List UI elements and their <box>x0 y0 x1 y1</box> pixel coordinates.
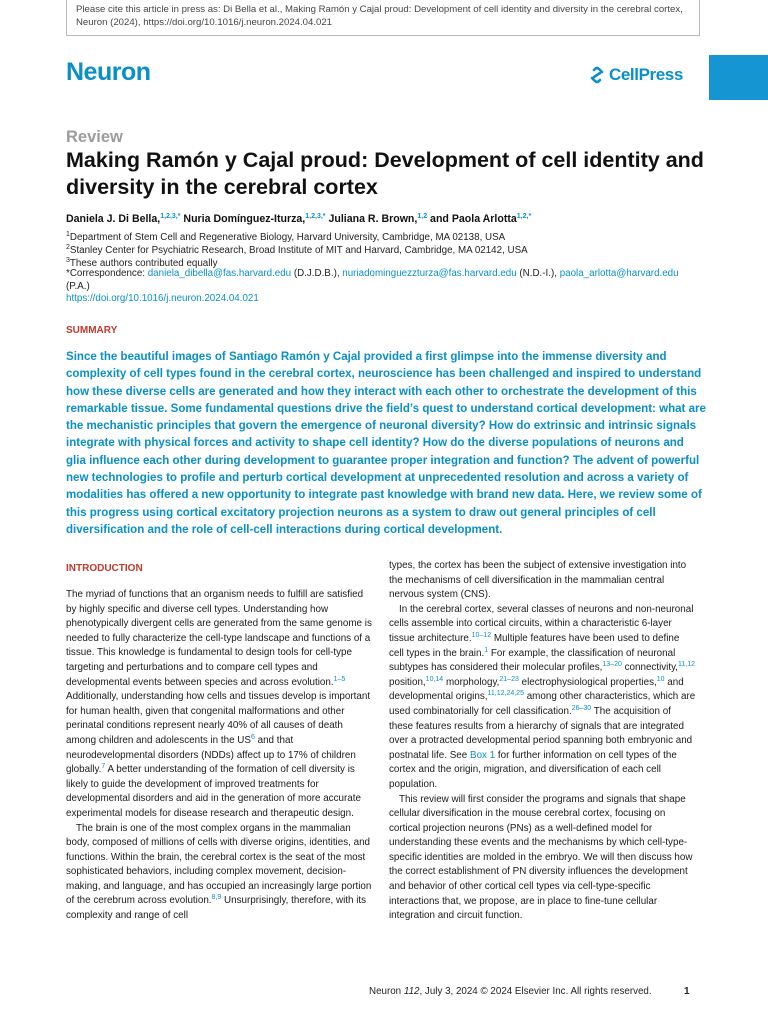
author-initials: (D.J.D.B.), <box>291 268 343 279</box>
author-list <box>66 213 706 225</box>
affiliation <box>66 244 726 257</box>
summary-heading: SUMMARY <box>66 325 118 336</box>
author-initials: (P.A.) <box>66 281 90 292</box>
box-link[interactable]: Box 1 <box>470 749 496 761</box>
citation-ref[interactable]: 8,9 <box>211 894 222 902</box>
article-type: Review <box>66 128 123 146</box>
text-run: morphology, <box>443 676 500 688</box>
email-link[interactable]: paola_arlotta@harvard.edu <box>559 268 679 279</box>
text-run: The myriad of functions that an organism needs to fulfill are satisfied by highly specific and diverse cell types. Understanding how phenotypically divergent cells are generated from the same genome is needed to fully characterize the cell-type landscape and functions of a tissue. This knowledge is fundamental to design tools for cell-type targeting and perturbations and to compare cell types and developmental events between species and across evolution. <box>66 589 372 688</box>
text-run: electrophysiological properties, <box>518 676 657 688</box>
citation-ref[interactable]: 13–20 <box>602 661 622 669</box>
page-footer <box>369 986 652 997</box>
doi-link[interactable]: https://doi.org/10.1016/j.neuron.2024.04.021 <box>66 293 259 304</box>
citation-notice: Please cite this article in press as: Di Bella et al., Making Ramón y Cajal proud: Development of cell identity and diversity in the cerebral cortex, Neuron (2024), https://doi.org/10.1016/j.neuron.2024.04.021 <box>66 0 700 36</box>
author-marks: 1,2,3,* <box>305 213 326 220</box>
citation-ref[interactable]: 7 <box>101 763 106 771</box>
summary-text: Since the beautiful images of Santiago Ramón y Cajal provided a first glimpse into the immense diversity and complexity of cell types found in the cerebral cortex, neuroscience has been challenged and inspired to understand how these diverse cells are generated and how they interact with each other to orchestrate the development of this remarkable tissue. Some fundamental questions drive the field’s quest to understand cortical development: what are the mechanistic principles that govern the emergence of neuronal diversity? How do extrinsic and intrinsic signals integrate with physical forces and activity to shape cell identity? How do the diverse populations of neurons and glia influence each other during development to guarantee proper integration and function? The advent of powerful new technologies to profile and perturb cortical development at unprecedented resolution and across a variety of modalities has offered a new opportunity to integrate past knowledge with brand new data. Here, we review some of this progress using cortical excitatory projection neurons as a system to draw out general principles of cell diversification and the role of cell-cell interactions during cortical development. <box>66 351 706 536</box>
journal-color-tab <box>709 55 768 100</box>
correspondence-mark: * <box>66 268 70 279</box>
journal-logo: Neuron <box>66 58 151 86</box>
text-run: Multiple features have been used to define cell types in the brain. <box>389 632 680 659</box>
left-column <box>66 588 373 924</box>
citation-ref[interactable]: 10,14 <box>425 675 444 683</box>
author-name: and Paola Arlotta <box>430 213 517 225</box>
text-run: among other characteristics, which are used combinatorially for cell classification. <box>389 691 696 717</box>
author-marks: 1,2 <box>417 213 428 220</box>
text-run: position, <box>389 676 426 688</box>
text-run: The acquisition of these features results from a hierarchy of signals that are integrated over a protracted developmental period spanning both embryonic and postnatal life. See <box>389 705 693 761</box>
author-name: Nuria Domínguez-Iturza, <box>183 213 306 225</box>
affiliation-mark: 2 <box>66 244 70 251</box>
affiliation-text: These authors contributed equally <box>69 258 218 269</box>
citation-ref[interactable]: 11,12 <box>678 661 696 669</box>
paragraph <box>66 588 373 822</box>
affiliation-text: Department of Stem Cell and Regenerative Biology, Harvard University, Cambridge, MA 02138, USA <box>69 232 506 243</box>
citation-ref[interactable]: 1–5 <box>333 675 346 683</box>
author-marks: 1,2,3,* <box>160 213 181 220</box>
affiliation-mark: 1 <box>66 231 70 238</box>
author-name: Juliana R. Brown, <box>328 213 418 225</box>
citation-ref[interactable]: 10 <box>656 675 665 683</box>
publisher-logo <box>588 65 683 85</box>
author-initials: (N.D.-I.), <box>516 268 560 279</box>
text-run: connectivity, <box>621 662 679 674</box>
text-run: Unsurprisingly, therefore, with its complexity and range of cell <box>66 895 367 922</box>
paragraph <box>66 822 373 924</box>
email-link[interactable]: daniela_dibella@fas.harvard.edu <box>147 268 292 279</box>
affiliation-text: Stanley Center for Psychiatric Research, Broad Institute of MIT and Harvard, Cambridge, MA 02142, USA <box>69 245 528 256</box>
publisher-name: CellPress <box>609 65 683 84</box>
citation-ref[interactable]: 21–23 <box>499 675 519 683</box>
cellpress-icon <box>588 66 606 84</box>
article-title: Making Ramón y Cajal proud: Development of cell identity and diversity in the cerebral cortex <box>66 148 704 199</box>
text-run: The brain is one of the most complex organs in the mammalian body, composed of millions of cells with diverse origins, identities, and functions. Within the brain, the cerebral cortex is the seat of the most sophisticated behaviors, including complex movement, decision-making, and language, and has occupied an increasingly large portion of the cerebrum across evolution. <box>66 822 372 907</box>
paragraph: This review will first consider the programs and signals that shape cellular diversification in the mouse cerebral cortex, focusing on cortical projection neurons (PNs) as a well-defined model for understanding these events and the mechanisms by which cell-type-specific identities are molded in the embryo. We will then discuss how the correct establishment of PN diversity influences the development and behavior of other cortical cell types via cell-type-specific interactions that, we propose, are in place to fine-tune cellular integration and circuit function. <box>389 793 693 922</box>
citation-ref[interactable]: 6 <box>250 733 255 741</box>
text-run: and developmental origins, <box>389 676 684 703</box>
citation-ref[interactable]: 1 <box>484 646 489 654</box>
text-run: In the cerebral cortex, several classes of neurons and non-neuronal cells assemble into cortical circuits, within a characteristic 6-layer tissue architecture. <box>389 603 694 644</box>
correspondence-label: Correspondence: <box>69 268 148 279</box>
footer-details: , July 3, 2024 © 2024 Elsevier Inc. All rights reserved. <box>419 986 652 997</box>
author-name: Daniela J. Di Bella, <box>66 213 161 225</box>
right-column <box>389 559 696 924</box>
text-run: Additionally, understanding how cells and tissues develop is important for human health, given that congenital malformations and other perinatal conditions represent nearly 40% of all causes of death among children and adolescents in the US <box>66 691 371 746</box>
affiliation <box>66 231 726 244</box>
citation-ref[interactable]: 11,12,24,25 <box>487 690 524 698</box>
page-number: 1 <box>684 986 690 997</box>
citation-ref[interactable]: 10–12 <box>471 631 492 639</box>
paragraph <box>389 603 696 793</box>
text-run: for further information on cell types of the cortex and the origin, migration, and diversification of each cell population. <box>389 749 677 790</box>
text-run: For example, the classification of neuronal subtypes has considered their molecular profiles, <box>389 647 676 674</box>
email-link[interactable]: nuriadominguezzturza@fas.harvard.edu <box>342 268 517 279</box>
affiliation-mark: 3 <box>66 257 70 264</box>
text-run: A better understanding of the formation of cell diversity is likely to guide the development of improved treatments for developmental disorders and aid in the generation of more accurate experimental models for disease research and therapeutic design. <box>66 764 361 819</box>
author-marks: 1,2,* <box>516 213 532 220</box>
correspondence <box>66 267 716 293</box>
citation-ref[interactable]: 26–30 <box>571 704 592 712</box>
introduction-heading: INTRODUCTION <box>66 563 143 574</box>
footer-journal: Neuron <box>369 986 404 997</box>
text-run: and that neurodevelopmental disorders (NDDs) affect up to 17% of children globally. <box>66 734 356 776</box>
footer-volume: 112 <box>403 986 420 997</box>
paragraph: types, the cortex has been the subject of extensive investigation into the mechanisms of cell diversification in the mammalian central nervous system (CNS). <box>389 560 687 601</box>
